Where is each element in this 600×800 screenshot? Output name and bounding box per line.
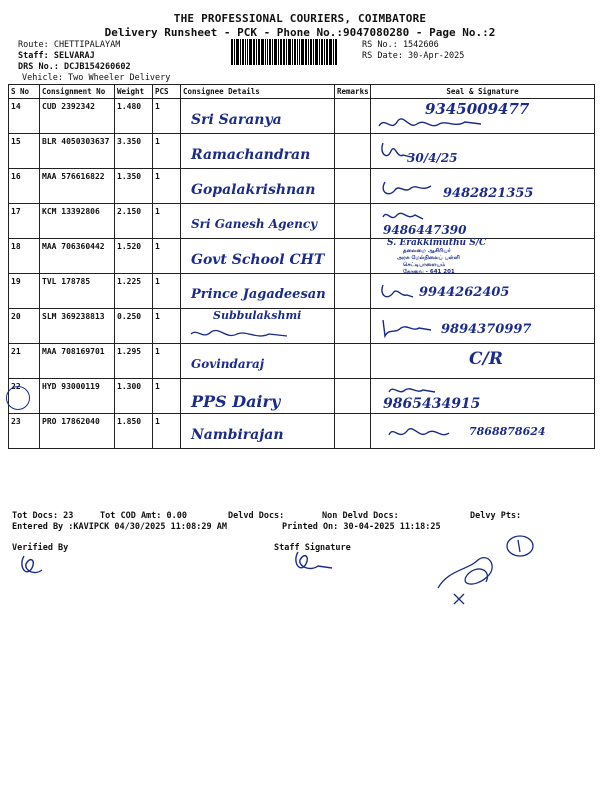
signature-note: 9865434915 bbox=[383, 396, 481, 412]
weight: 1.850 bbox=[115, 414, 153, 449]
verifier-signature bbox=[14, 552, 54, 582]
company-title: THE PROFESSIONAL COURIERS, COIMBATORE bbox=[173, 12, 427, 25]
remarks bbox=[335, 344, 371, 379]
vehicle-label: Vehicle: Two Wheeler Delivery bbox=[22, 73, 171, 83]
signature-note: 7868878624 bbox=[469, 425, 546, 438]
consignee-name: PPS Dairy bbox=[191, 392, 281, 411]
signature-note: 30/4/25 bbox=[407, 151, 458, 165]
consignee-name: Sri Ganesh Agency bbox=[191, 217, 318, 231]
runsheet-table bbox=[8, 84, 595, 449]
sno: 16 bbox=[9, 169, 40, 204]
seal-line: தலைமை ஆசிரியர் bbox=[403, 248, 451, 254]
weight: 1.350 bbox=[115, 169, 153, 204]
consignment-no: KCM 13392806 bbox=[40, 204, 115, 239]
weight: 1.520 bbox=[115, 239, 153, 274]
route-label: Route: CHETTIPALAYAM bbox=[18, 40, 121, 50]
pcs: 1 bbox=[153, 99, 181, 134]
signature-scribble bbox=[377, 281, 417, 305]
table-row bbox=[9, 99, 595, 134]
sno: 21 bbox=[9, 344, 40, 379]
pcs: 1 bbox=[153, 204, 181, 239]
signature-scribble bbox=[377, 316, 437, 340]
delivered-docs: Delvd Docs: bbox=[228, 511, 285, 521]
weight: 1.300 bbox=[115, 379, 153, 414]
signature-note: 9345009477 bbox=[425, 100, 530, 118]
table-header-row bbox=[9, 85, 595, 99]
verified-by-label: Verified By bbox=[12, 543, 69, 553]
sno: 20 bbox=[9, 309, 40, 344]
consignment-no: HYD 93000119 bbox=[40, 379, 115, 414]
runsheet-subtitle: Delivery Runsheet - PCK - Phone No.:9047080280 - Page No.:2 bbox=[104, 26, 496, 39]
consignee-name: Nambirajan bbox=[191, 427, 284, 443]
col-pcs: PCS bbox=[153, 85, 181, 99]
signature-note: 9482821355 bbox=[443, 186, 534, 201]
pcs: 1 bbox=[153, 414, 181, 449]
signature-note: 9894370997 bbox=[441, 322, 532, 337]
non-delivered-docs: Non Delvd Docs: bbox=[322, 511, 399, 521]
sno: 18 bbox=[9, 239, 40, 274]
remarks bbox=[335, 239, 371, 274]
weight: 1.225 bbox=[115, 274, 153, 309]
seal-line: செட்டிபாளையம் bbox=[403, 262, 446, 268]
seal-line: கோவை - 641 201 bbox=[403, 269, 455, 275]
seal-line: அரசு மேல்நிலைப் பள்ளி bbox=[397, 255, 460, 261]
barcode bbox=[231, 39, 356, 65]
remarks bbox=[335, 274, 371, 309]
col-signature: Seal & Signature bbox=[371, 85, 595, 99]
row-21-circle-mark bbox=[6, 386, 30, 410]
seal-line: S. Erakkimuthu S/C bbox=[387, 238, 487, 248]
consignment-no: MAA 708169701 bbox=[40, 344, 115, 379]
pcs: 1 bbox=[153, 169, 181, 204]
pcs: 1 bbox=[153, 379, 181, 414]
pcs: 1 bbox=[153, 274, 181, 309]
remarks bbox=[335, 169, 371, 204]
table-row bbox=[9, 414, 595, 449]
table-row bbox=[9, 344, 595, 379]
consignee-name: Govt School CHT bbox=[191, 252, 325, 268]
pcs: 1 bbox=[153, 309, 181, 344]
consignee-name: Sri Saranya bbox=[191, 112, 282, 128]
consignee-name: Prince Jagadeesan bbox=[191, 287, 326, 302]
staff-signature bbox=[288, 548, 338, 578]
sno: 22 bbox=[9, 379, 40, 414]
drs-number: DRS No.: DCJB154260602 bbox=[18, 62, 131, 72]
signature-scribble bbox=[383, 421, 453, 445]
sno: 15 bbox=[9, 134, 40, 169]
sno: 23 bbox=[9, 414, 40, 449]
consignment-no: BLR 4050303637 bbox=[40, 134, 115, 169]
consignee-name: Subbulakshmi bbox=[213, 309, 302, 322]
remarks bbox=[335, 134, 371, 169]
weight: 0.250 bbox=[115, 309, 153, 344]
consignment-no: MAA 576616822 bbox=[40, 169, 115, 204]
weight: 2.150 bbox=[115, 204, 153, 239]
table-row bbox=[9, 379, 595, 414]
pcs: 1 bbox=[153, 134, 181, 169]
scribbled-mark bbox=[418, 530, 548, 610]
consignment-no: CUD 2392342 bbox=[40, 99, 115, 134]
school-seal bbox=[373, 238, 592, 275]
consignment-no: MAA 706360442 bbox=[40, 239, 115, 274]
remarks bbox=[335, 414, 371, 449]
pcs: 1 bbox=[153, 344, 181, 379]
table-row bbox=[9, 239, 595, 274]
col-sno: S No bbox=[9, 85, 40, 99]
signature-scribble bbox=[377, 176, 437, 200]
weight: 3.350 bbox=[115, 134, 153, 169]
staff-label: Staff: SELVARAJ bbox=[18, 51, 95, 61]
entered-by: Entered By :KAVIPCK 04/30/2025 11:08:29 AM bbox=[12, 522, 227, 532]
consignment-no: TVL 178785 bbox=[40, 274, 115, 309]
weight: 1.480 bbox=[115, 99, 153, 134]
remarks bbox=[335, 99, 371, 134]
consignee-name: Gopalakrishnan bbox=[191, 182, 316, 198]
weight: 1.295 bbox=[115, 344, 153, 379]
delivery-points: Delvy Pts: bbox=[470, 511, 522, 521]
remarks bbox=[335, 309, 371, 344]
staff-signature-label: Staff Signature bbox=[274, 543, 351, 553]
total-docs: Tot Docs: 23 bbox=[12, 511, 74, 521]
consignment-no: PRO 17862040 bbox=[40, 414, 115, 449]
signature-note: C/R bbox=[469, 349, 503, 369]
consignment-no: SLM 369238813 bbox=[40, 309, 115, 344]
sno: 19 bbox=[9, 274, 40, 309]
table-row bbox=[9, 134, 595, 169]
pcs: 1 bbox=[153, 239, 181, 274]
rs-number: RS No.: 1542606 bbox=[362, 40, 439, 50]
col-weight: Weight bbox=[115, 85, 153, 99]
struck-name-scribble bbox=[187, 326, 297, 342]
col-consignee: Consignee Details bbox=[181, 85, 335, 99]
consignee-name: Govindaraj bbox=[191, 357, 265, 371]
table-row bbox=[9, 274, 595, 309]
table-row bbox=[9, 169, 595, 204]
printed-on: Printed On: 30-04-2025 11:18:25 bbox=[282, 522, 441, 532]
rs-date: RS Date: 30-Apr-2025 bbox=[362, 51, 465, 61]
signature-note: 9486447390 bbox=[383, 223, 467, 237]
remarks bbox=[335, 204, 371, 239]
col-remarks: Remarks bbox=[335, 85, 371, 99]
signature-note: 9944262405 bbox=[419, 285, 510, 300]
signature-scribble bbox=[373, 114, 493, 134]
sno: 14 bbox=[9, 99, 40, 134]
consignee-name: Ramachandran bbox=[191, 147, 311, 163]
table-row bbox=[9, 204, 595, 239]
total-cod-amount: Tot COD Amt: 0.00 bbox=[100, 511, 187, 521]
remarks bbox=[335, 379, 371, 414]
col-consignment: Consignment No bbox=[40, 85, 115, 99]
sno: 17 bbox=[9, 204, 40, 239]
table-row bbox=[9, 309, 595, 344]
